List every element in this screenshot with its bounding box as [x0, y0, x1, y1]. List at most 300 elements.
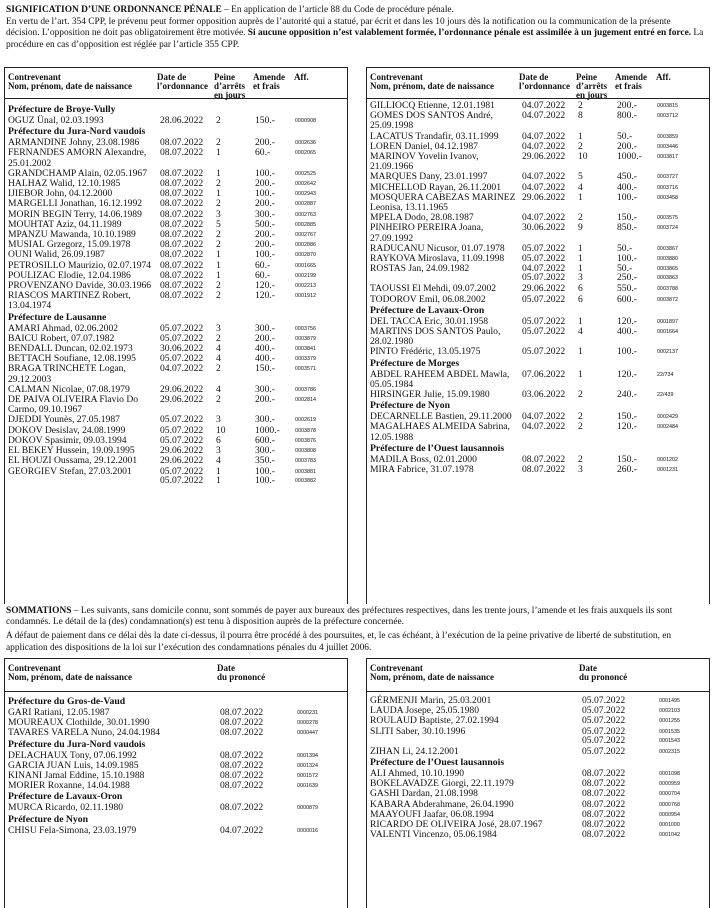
header-contrevenant-line: Nom, prénom, date de naissance	[8, 672, 132, 682]
amende-frais: 300.-	[255, 208, 275, 220]
contrevenant-name: TODOROV Emil, 06.08.2002	[370, 293, 486, 305]
ordonnance-date: 08.07.2022	[160, 208, 204, 220]
table-row	[8, 364, 344, 384]
affaire-number: 0002065	[295, 150, 316, 157]
peine-jours: 9	[578, 222, 583, 234]
prononce-date: 08.07.2022	[582, 798, 626, 810]
affaire-number: 0001098	[659, 771, 680, 778]
peine-jours: 10	[216, 424, 226, 436]
prononce-date: 08.07.2022	[582, 808, 626, 820]
peine-jours: 2	[216, 280, 221, 292]
amende-frais-2: 250.-	[617, 272, 637, 284]
peine-jours: 1	[216, 465, 221, 477]
contrevenant-name: TAVARES VARELA Nuno, 24.04.1984	[8, 727, 161, 739]
contrevenant-name: MARQUES Dany, 23.01.1997	[370, 171, 488, 183]
header-rule	[367, 98, 709, 99]
affaire-number: 0002642	[295, 181, 316, 188]
peine-jours: 2	[578, 421, 583, 433]
affaire-number: 0003379	[295, 356, 316, 363]
amende-frais: 350.-	[255, 455, 275, 467]
amende-frais: 100.-	[255, 465, 275, 477]
peine-jours: 1	[578, 368, 583, 380]
affaire-number: 0000016	[297, 827, 318, 834]
table-row	[370, 422, 706, 442]
header-date-ordonnance-line: l’ordonnance	[519, 81, 571, 91]
amende-frais-2: 100.-	[255, 474, 275, 486]
peine-jours: 1	[578, 191, 583, 203]
ordonnance-date: 29.06.2022	[522, 191, 566, 203]
peine-jours: 4	[216, 343, 221, 355]
peine-jours: 3	[216, 414, 221, 426]
affaire-number-2: 0003882	[295, 477, 316, 484]
ordonnance-date: 05.07.2022	[522, 315, 566, 327]
amende-frais: 150.-	[617, 212, 637, 224]
header-date-ordonnance-line: Date de	[157, 72, 187, 82]
affaire-number: 0003867	[657, 245, 678, 252]
prononce-date: 05.07.2022	[582, 695, 626, 706]
affaire-number: 0003446	[657, 143, 678, 150]
contrevenant-name: IJIEBOR John, 04.12.2000	[8, 188, 113, 200]
contrevenant-name: AMARI Ahmad, 02.06.2002	[8, 322, 119, 334]
contrevenant-name: GILLIOCQ Etienne, 12.01.1981	[370, 100, 495, 111]
section-group	[8, 739, 344, 792]
affaire-number: 0002525	[295, 170, 316, 177]
amende-frais: 300.-	[255, 322, 275, 334]
amende-frais: 150.-	[255, 115, 275, 126]
section-group	[8, 791, 344, 813]
table-row	[8, 781, 344, 791]
contrevenant-name: EL BEKEY Hussein, 19.09.1995	[8, 445, 135, 457]
ordonnance-date: 08.07.2022	[160, 137, 204, 149]
section-title: Préfecture du Gros-de-Vaud	[8, 696, 126, 707]
affaire-number: 0002484	[657, 424, 678, 431]
header-contrevenant-line: Contrevenant	[8, 72, 61, 82]
contrevenant-name: MARINOV Yovelin Ivanov, 21.09.1966	[370, 151, 479, 173]
table-row	[370, 370, 706, 390]
affaire-number: 0001495	[659, 698, 680, 704]
contrevenant-name: DOKOV Desislav, 24.08.1999	[8, 424, 126, 436]
sommations-table-left	[4, 658, 348, 908]
table-row	[370, 295, 706, 305]
affaire-number: 0000768	[659, 801, 680, 808]
contrevenant-name: ALI Ahmed, 10.10.1990	[370, 768, 465, 780]
ordonnance-date: 08.07.2022	[160, 188, 204, 200]
peine-jours: 2	[216, 137, 221, 149]
affaire-number: 0001664	[657, 329, 678, 336]
table-row	[370, 223, 706, 243]
contrevenant-name: MOUHTAT Aziz, 04.11.1989	[8, 218, 122, 230]
affaire-number: 0002636	[295, 140, 316, 147]
header-peine	[576, 73, 607, 100]
header-date-ordonnance-line: Date de	[519, 72, 549, 82]
section-title: Préfecture de l’Ouest lausannois	[370, 757, 505, 769]
ordonnances-table-right	[366, 67, 710, 604]
amende-frais: 300.-	[255, 445, 275, 457]
contrevenant-name: VALENTI Vincenzo, 05.06.1984	[370, 829, 497, 841]
affaire-number: 0003788	[657, 286, 678, 293]
affaire-number-2: 0003863	[657, 275, 678, 282]
sommations-text: – Les suivants, sans domicile connu, sont sommés de payer aux bureaux des préfectures respectives, dans les trente jours, l’amende et les frais auxquels ils sont condamnés. Le détail de la (des) condamnation(s) est tenu à disposition auprès de la préfecture concernée.	[6, 606, 673, 628]
contrevenant-name: RAYKOVA Miroslava, 11.09.1998	[370, 253, 505, 265]
affaire-number: 0002315	[659, 748, 680, 755]
ordonnance-date: 04.07.2022	[522, 411, 566, 423]
header-amende-line: Amende	[253, 72, 285, 82]
table-row	[370, 747, 706, 757]
peine-jours: 6	[216, 434, 221, 446]
ordonnance-date: 04.07.2022	[522, 263, 566, 275]
amende-frais: 400.-	[255, 343, 275, 355]
peine-jours: 3	[578, 464, 583, 476]
table-row	[370, 830, 706, 840]
sommations-paragraph-2: A défaut de paiement dans ce délai dès la date ci-dessus, il pourra être procédé à des poursuites, et, le cas échéant, à l’exécution de la peine privative de liberté de substitution, en application des dispositions de la loi sur l’exécution des condamnations pénales du 4 juillet 2006.	[6, 631, 672, 653]
contrevenant-name: GASHI Dardan, 21.08.1998	[370, 788, 478, 800]
section-group	[370, 757, 706, 840]
ordonnance-date: 30.06.2022	[160, 343, 204, 355]
table-row	[370, 152, 706, 172]
ordonnance-date: 08.07.2022	[160, 290, 204, 302]
header-contrevenant	[370, 73, 494, 91]
table-body	[8, 696, 344, 836]
affaire-number: 0003865	[657, 266, 678, 273]
affaire-number: 0003879	[295, 335, 316, 342]
affaire-number: 0001394	[297, 752, 318, 759]
peine-jours-2: 1	[216, 474, 221, 486]
amende-frais: 50.-	[617, 242, 633, 254]
ordonnance-date-2: 05.07.2022	[160, 474, 204, 486]
peine-jours: 2	[216, 332, 221, 344]
section-title: Préfecture de l’Ouest lausannois	[370, 442, 505, 454]
affaire-number: 0003716	[657, 184, 678, 191]
header-date-prononce	[217, 664, 265, 682]
table-row	[8, 728, 344, 738]
amende-frais: 120.-	[255, 290, 275, 302]
table-row	[8, 467, 344, 487]
contrevenant-name: LOREN Daniel, 04.12.1987	[370, 140, 478, 152]
prononce-date: 04.07.2022	[220, 824, 264, 836]
contrevenant-name: PINHEIRO PEREIRA Joana, 27.09.1992	[370, 222, 484, 244]
section-group	[370, 400, 706, 443]
prononce-date: 08.07.2022	[582, 788, 626, 800]
intro-notice	[6, 5, 706, 52]
contrevenant-name: MPELA Dodo, 28.08.1987	[370, 212, 474, 224]
amende-frais: 100.-	[255, 188, 275, 200]
header-peine-line: d’arrêts	[214, 81, 245, 91]
ordonnance-date: 28.06.2022	[160, 115, 204, 126]
section-group	[8, 104, 344, 126]
peine-jours: 2	[578, 389, 583, 401]
ordonnance-date: 08.07.2022	[160, 229, 204, 241]
contrevenant-name: MAGALHAES ALMEIDA Sabrina, 12.05.1988	[370, 421, 510, 443]
header-contrevenant	[370, 664, 494, 682]
peine-jours: 2	[216, 115, 221, 126]
prononce-date: 08.07.2022	[582, 778, 626, 790]
section-title: Préfecture de Broye-Vully	[8, 104, 116, 115]
affaire-number: 0003841	[295, 346, 316, 353]
peine-jours: 1	[578, 346, 583, 358]
affaire-number: 0002213	[295, 283, 316, 290]
header-amende	[615, 73, 647, 91]
peine-jours: 2	[216, 178, 221, 190]
prononce-date: 05.07.2022	[582, 745, 626, 757]
contrevenant-name: SLITI Saber, 30.10.1996	[370, 725, 466, 737]
contrevenant-name: BAICU Robert, 07.07.1982	[8, 332, 115, 344]
amende-frais: 1000.-	[255, 424, 280, 436]
amende-frais: 500.-	[255, 218, 275, 230]
ordonnance-date: 04.07.2022	[522, 100, 566, 111]
ordonnance-date: 29.06.2022	[160, 455, 204, 467]
affaire-number: 0003724	[657, 225, 678, 232]
sommations-table-right	[366, 658, 710, 908]
affaire-number: 0001231	[657, 467, 678, 474]
amende-frais: 600.-	[617, 293, 637, 305]
contrevenant-name: GARCIA JUAN Luis, 14.09.1985	[8, 759, 139, 771]
contrevenant-name: MPANZU Mawanda, 10.10.1989	[8, 229, 136, 241]
ordonnance-date: 29.06.2022	[522, 283, 566, 295]
ordonnance-date-2: 05.07.2022	[522, 272, 566, 284]
affaire-number: 0001912	[295, 293, 316, 300]
section-title: Préfecture de Morges	[370, 357, 460, 369]
ordonnance-date: 08.07.2022	[522, 464, 566, 476]
contrevenant-name: KABARA Abderahmane, 26.04.1990	[370, 798, 514, 810]
amende-frais: 600.-	[255, 434, 275, 446]
amende-frais: 200.-	[255, 394, 275, 406]
sommations-paragraph	[6, 606, 708, 628]
contrevenant-name: MORIER Roxanne, 14.04.1988	[8, 780, 130, 792]
peine-jours: 2	[578, 100, 583, 111]
prononce-date: 08.07.2022	[220, 759, 264, 771]
header-peine	[214, 73, 245, 100]
contrevenant-name: MARGELLI Jonathan, 16.12.1992	[8, 198, 143, 210]
contrevenant-name: FERNANDES AMORN Alexandre, 25.01.2002	[8, 147, 147, 169]
amende-frais: 400.-	[617, 181, 637, 193]
contrevenant-name: GÉRMENJI Marin, 25.03.2001	[370, 695, 492, 706]
peine-jours: 1	[578, 315, 583, 327]
ordonnance-date: 05.07.2022	[160, 353, 204, 365]
peine-jours: 5	[216, 218, 221, 230]
peine-jours: 8	[578, 110, 583, 122]
prononce-date: 08.07.2022	[220, 780, 264, 792]
affaire-number: 0001897	[657, 318, 678, 325]
amende-frais: 1000.-	[617, 151, 642, 163]
affaire-number: 0000908	[295, 118, 316, 124]
contrevenant-name: GEORGIEV Stefan, 27.03.2001	[8, 465, 132, 477]
amende-frais: 200.-	[617, 140, 637, 152]
contrevenant-name: EL HOUZI Oussama, 29.12.2001	[8, 455, 138, 467]
contrevenant-name: RICARDO DE OLIVEIRA José, 28.07.1967	[370, 819, 543, 831]
peine-jours: 1	[578, 263, 583, 275]
contrevenant-name: LACATUS Trandafir, 03.11.1999	[370, 130, 499, 142]
ordonnance-date: 05.07.2022	[160, 434, 204, 446]
header-peine-line: en jours	[576, 90, 608, 100]
section-title: Préfecture du Jura-Nord vaudois	[8, 738, 146, 750]
section-group	[370, 101, 706, 305]
prononce-date: 05.07.2022	[582, 725, 626, 737]
prononce-date: 08.07.2022	[582, 819, 626, 831]
header-date-prononce-line: Date	[217, 663, 235, 673]
affaire-number: 0003712	[657, 113, 678, 120]
contrevenant-name: OUNI Walid, 26.09.1987	[8, 249, 105, 261]
section-title: Préfecture du Jura-Nord vaudois	[8, 126, 146, 138]
amende-frais: 60.-	[255, 147, 271, 159]
contrevenant-name: OGUZ Ünal, 02.03.1993	[8, 115, 104, 126]
ordonnance-date: 08.07.2022	[160, 239, 204, 251]
header-rule	[5, 691, 347, 692]
header-contrevenant-line: Contrevenant	[8, 663, 61, 673]
header-peine-line: Peine	[214, 72, 235, 82]
section-group	[8, 814, 344, 836]
header-date-prononce-line: du prononcé	[579, 672, 628, 682]
contrevenant-name: CHISU Fela-Simona, 23.03.1979	[8, 824, 137, 836]
peine-jours: 1	[578, 253, 583, 265]
contrevenant-name: RADUCANU Nicusor, 01.07.1978	[370, 242, 505, 254]
contrevenant-name: MOUREAUX Clothilde, 30.01.1990	[8, 717, 150, 729]
affaire-number: 0003817	[657, 154, 678, 161]
contrevenant-name: DEL TACCA Eric, 30.01.1958	[370, 315, 489, 327]
ordonnance-date: 08.07.2022	[160, 280, 204, 292]
table-row	[370, 390, 706, 400]
ordonnance-date: 08.07.2022	[160, 198, 204, 210]
intro-paragraph	[6, 17, 706, 51]
peine-jours: 6	[578, 293, 583, 305]
peine-jours: 2	[578, 453, 583, 465]
header-amende	[253, 73, 285, 91]
amende-frais: 200.-	[255, 198, 275, 210]
contrevenant-name: MIRA Fabrice, 31.07.1978	[370, 464, 474, 476]
ordonnance-date: 05.07.2022	[160, 465, 204, 477]
peine-jours: 4	[216, 353, 221, 365]
contrevenant-name: PROVENZANO Davide, 30.03.1966	[8, 280, 152, 292]
contrevenant-name: HALHAZ Walid, 12.10.1985	[8, 178, 121, 190]
header-amende-line: et frais	[615, 81, 642, 91]
header-date-prononce	[579, 664, 627, 682]
affaire-number: 0003815	[657, 103, 678, 109]
peine-jours: 1	[216, 167, 221, 179]
contrevenant-name: MAAYOUFI Jaafar, 06.08.1994	[370, 808, 494, 820]
peine-jours: 4	[578, 326, 583, 338]
amende-frais: 60.-	[255, 269, 271, 281]
peine-jours: 2	[216, 363, 221, 375]
contrevenant-name: DELACHAUX Tony, 07.06.1992	[8, 749, 137, 761]
ordonnance-date: 08.07.2022	[522, 453, 566, 465]
table-row	[370, 111, 706, 131]
contrevenant-name: CALMAN Nicolae, 07.08.1979	[8, 383, 130, 395]
header-date-ordonnance	[519, 73, 570, 91]
affaire-number: 0001000	[659, 822, 680, 829]
amende-frais: 200.-	[255, 178, 275, 190]
contrevenant-name: MADILA Boss, 02.01.2000	[370, 453, 477, 465]
ordonnance-date: 05.07.2022	[160, 332, 204, 344]
affaire-number: 0000959	[659, 781, 680, 788]
contrevenant-name: HIRSINGER Julie, 15.09.1980	[370, 389, 490, 401]
ordonnance-date: 05.07.2022	[160, 424, 204, 436]
amende-frais: 120.-	[617, 368, 637, 380]
section-group	[8, 312, 344, 487]
contrevenant-name: RIASCOS MARTINEZ Robert, 13.04.1974	[8, 290, 131, 312]
contrevenant-name: GOMES DOS SANTOS André, 25.09.1998	[370, 110, 493, 132]
amende-frais: 300.-	[255, 383, 275, 395]
contrevenant-name: MOSQUERA CABEZAS MARINEZ Leonisa, 13.11.1965	[370, 191, 516, 214]
prononce-date: 05.07.2022	[582, 715, 626, 727]
peine-jours: 2	[216, 290, 221, 302]
amende-frais: 400.-	[617, 326, 637, 338]
ordonnance-date: 08.07.2022	[160, 218, 204, 230]
contrevenant-name: BRAGA TRINCHETE Logan, 29.12.2003	[8, 363, 126, 385]
amende-frais: 50.-	[617, 263, 633, 275]
affaire-number: 0003872	[657, 296, 678, 303]
amende-frais: 100.-	[255, 167, 275, 179]
section-group	[370, 305, 706, 358]
header-aff	[656, 73, 671, 82]
peine-jours: 10	[578, 151, 588, 163]
contrevenant-name: DJEDDI Younès, 27.05.1987	[8, 414, 120, 426]
amende-frais: 150.-	[617, 453, 637, 465]
header-contrevenant-line: Nom, prénom, date de naissance	[370, 81, 494, 91]
contrevenant-name: KINANI Jamal Eddine, 15.10.1988	[8, 770, 145, 782]
affaire-number: 0001042	[659, 832, 680, 839]
affaire-number: 0002886	[295, 242, 316, 249]
header-peine-line: Peine	[576, 72, 597, 82]
affaire-number: 0003786	[295, 386, 316, 393]
table-row	[8, 395, 344, 415]
header-amende-line: Amende	[615, 72, 647, 82]
ordonnance-date: 04.07.2022	[522, 130, 566, 142]
peine-jours: 2	[216, 394, 221, 406]
header-contrevenant-line: Nom, prénom, date de naissance	[370, 672, 494, 682]
header-date-ordonnance	[157, 73, 208, 91]
amende-frais: 100.-	[617, 346, 637, 358]
table-row	[8, 826, 344, 836]
affaire-number: 0002137	[657, 349, 678, 356]
peine-jours: 5	[578, 171, 583, 183]
affaire-number: 0002814	[295, 397, 316, 404]
ordonnance-date: 04.07.2022	[522, 181, 566, 193]
affaire-number: 0001255	[659, 718, 680, 725]
contrevenant-name: LAUDA Josepe, 25.05.1980	[370, 705, 479, 717]
affaire-number: 0002103	[659, 708, 680, 715]
affaire-number: 0001202	[657, 456, 678, 463]
affaire-number: 0001324	[297, 762, 318, 769]
contrevenant-name: MORIN BEGIN Terry, 14.06.1989	[8, 208, 142, 220]
affaire-number: 0000231	[297, 710, 318, 716]
header-contrevenant-line: Nom, prénom, date de naissance	[8, 81, 132, 91]
affaire-number: 0003783	[295, 458, 316, 465]
prononce-date: 05.07.2022	[582, 705, 626, 717]
ordonnance-date: 04.07.2022	[522, 421, 566, 433]
affaire-number: 0000447	[297, 730, 318, 737]
ordonnance-date: 03.06.2022	[522, 389, 566, 401]
amende-frais: 120.-	[617, 315, 637, 327]
peine-jours: 3	[216, 322, 221, 334]
amende-frais: 200.-	[255, 229, 275, 241]
affaire-number: 0002943	[295, 191, 316, 198]
peine-jours: 4	[216, 383, 221, 395]
ordonnance-date: 04.07.2022	[522, 171, 566, 183]
section-group	[370, 443, 706, 475]
prononce-date: 08.07.2022	[220, 727, 264, 739]
ordonnance-date: 29.06.2022	[160, 394, 204, 406]
peine-jours: 1	[578, 130, 583, 142]
affaire-number: 0001639	[297, 783, 318, 790]
affaire-number: 0003880	[657, 256, 678, 263]
ordonnances-table-left	[4, 67, 348, 604]
prononce-date: 08.07.2022	[220, 707, 264, 718]
prononce-date: 08.07.2022	[220, 802, 264, 814]
prononce-date: 08.07.2022	[582, 768, 626, 780]
peine-jours: 1	[216, 188, 221, 200]
peine-jours: 1	[216, 269, 221, 281]
contrevenant-name: TAOUSSI El Mehdi, 09.07.2002	[370, 283, 497, 295]
ordonnance-date: 05.07.2022	[522, 242, 566, 254]
